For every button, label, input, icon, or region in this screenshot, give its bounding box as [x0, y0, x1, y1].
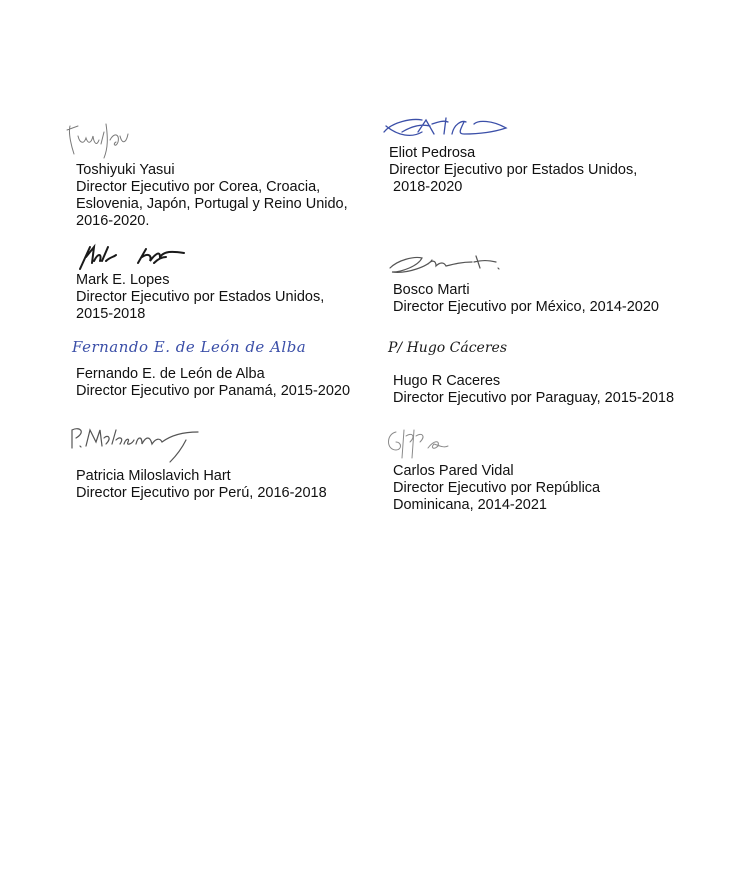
signatory-role-line: 2015-2018 — [76, 306, 146, 322]
signatory-role-line: Dominicana, 2014-2021 — [393, 497, 547, 513]
signatory-role-line: Eslovenia, Japón, Portugal y Reino Unido, — [76, 196, 348, 212]
signature-toshiyuki-yasui — [64, 114, 134, 162]
signatory-name: Hugo R Caceres — [393, 373, 501, 389]
signatory-name: Fernando E. de León de Alba — [76, 366, 265, 382]
signatory-role-line: Director Ejecutivo por Corea, Croacia, — [76, 179, 321, 195]
signatory-name: Carlos Pared Vidal — [393, 463, 514, 479]
signatory-name: Mark E. Lopes — [76, 272, 170, 288]
signatory-fernando-de-leon — [76, 366, 350, 400]
signatory-role-line: 2016-2020. — [76, 213, 150, 229]
signatory-name: Eliot Pedrosa — [389, 145, 476, 161]
signature-hugo-text: P/ Hugo Cáceres — [388, 340, 507, 356]
signatory-role-line: Director Ejecutivo por Paraguay, 2015-2018 — [393, 390, 675, 406]
signature-eliot-pedrosa — [382, 112, 510, 142]
signatory-name: Bosco Marti — [393, 282, 470, 298]
signatory-role-line: Director Ejecutivo por Panamá, 2015-2020 — [76, 383, 351, 399]
signature-fernando-text: Fernando E. de León de Alba — [72, 338, 307, 356]
signatory-toshiyuki-yasui — [76, 162, 348, 230]
signatory-name: Toshiyuki Yasui — [76, 162, 175, 178]
signatory-role-line: Director Ejecutivo por Estados Unidos, — [389, 162, 638, 178]
signature-mark-lopes — [76, 243, 186, 271]
signatory-role-line: 2018-2020 — [389, 179, 463, 195]
signatory-name: Patricia Miloslavich Hart — [76, 468, 231, 484]
signature-hugo-caceres — [388, 338, 518, 368]
signatory-hugo-caceres — [393, 373, 674, 407]
signatory-role-line: Director Ejecutivo por Perú, 2016-2018 — [76, 485, 327, 501]
signature-patricia-miloslavich — [66, 422, 206, 464]
signatory-eliot-pedrosa — [389, 145, 637, 196]
signatory-role-line: Director Ejecutivo por Estados Unidos, — [76, 289, 325, 305]
signatory-bosco-marti — [393, 282, 659, 316]
signatory-role-line: Director Ejecutivo por República — [393, 480, 601, 496]
signatory-patricia-miloslavich — [76, 468, 327, 502]
signature-fernando-de-leon — [72, 338, 307, 362]
signature-carlos-pared — [384, 426, 450, 460]
signatory-mark-lopes — [76, 272, 324, 323]
signature-bosco-marti — [388, 246, 504, 278]
signatory-role-line: Director Ejecutivo por México, 2014-2020 — [393, 299, 659, 315]
signatory-carlos-pared — [393, 463, 600, 514]
